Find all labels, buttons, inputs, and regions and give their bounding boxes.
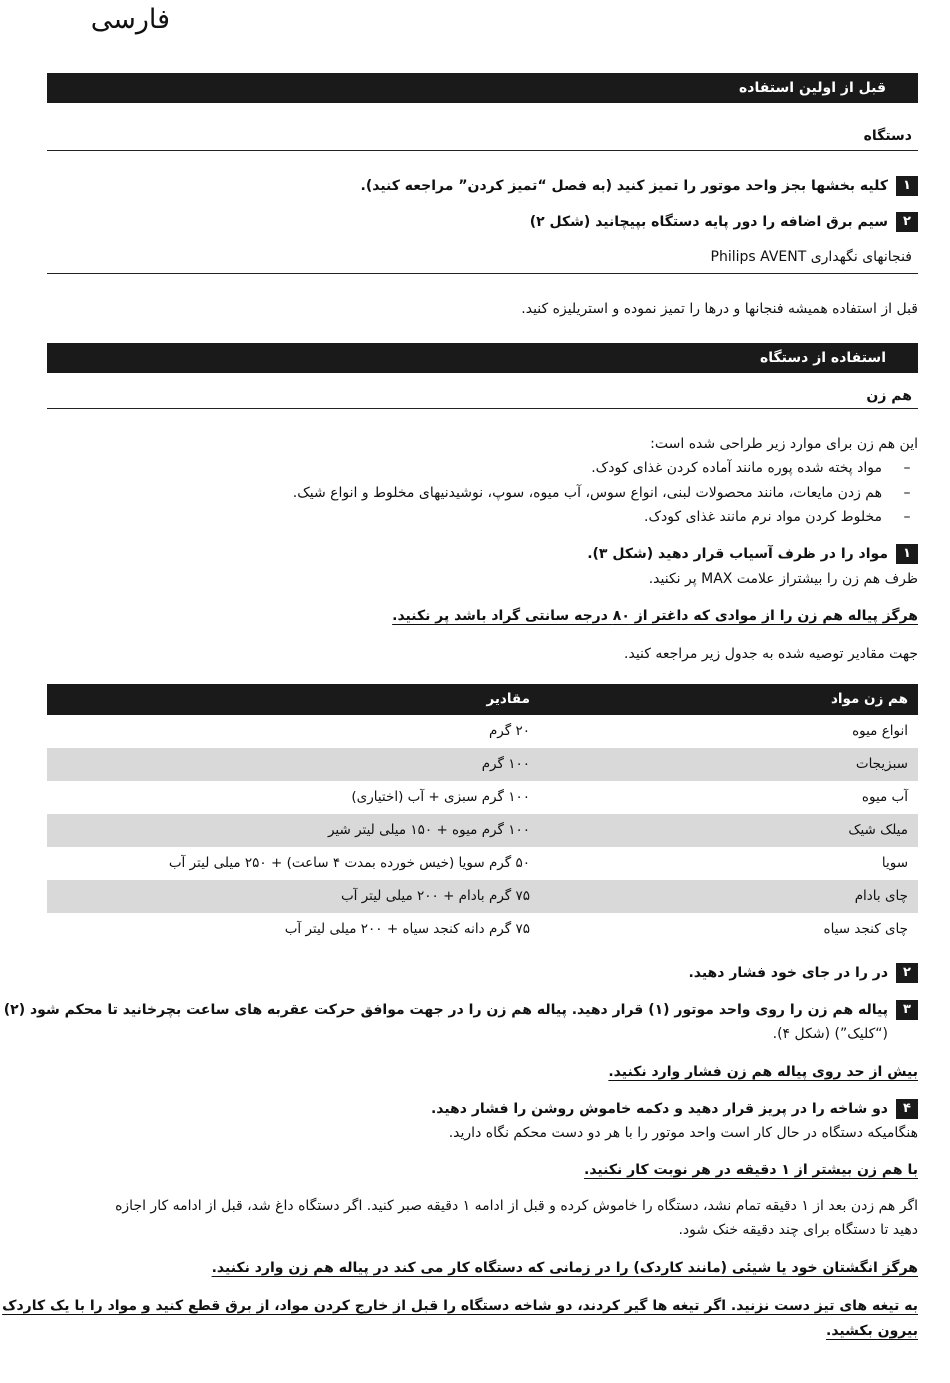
table-row — [47, 715, 918, 748]
step-text: کلیه بخشها بجز واحد موتور را تمیز کنید (به فصل “تمیز کردن” مراجعه کنید). — [360, 178, 888, 194]
step-text: مواد را در ظرف آسیاب قرار دهید (شکل ۳). — [587, 546, 888, 562]
cell-ingredient: چای کنجد سیاه — [823, 921, 908, 937]
cell-quantity: ۱۰۰ گرم — [481, 756, 530, 772]
divider — [47, 273, 918, 274]
cell-quantity: ۱۰۰ گرم میوه + ۱۵۰ میلی لیتر شیر — [327, 822, 530, 838]
table-header-row — [47, 684, 918, 715]
step-1-note: ظرف هم زن را بیشتراز علامت MAX پر نکنید. — [648, 571, 918, 587]
header-ingredients: هم زن مواد — [830, 691, 908, 707]
step-1-clean — [361, 176, 918, 196]
warning-sharp-blades-line2: بیرون بکشید. — [826, 1323, 918, 1339]
step-number: ۱ — [896, 176, 918, 196]
warning-sharp-blades-line1: به تیغه های تیز دست نزنید. اگر تیغه ها گیر کردند، دو شاخه دستگاه را قبل از خارج کردن مواد، از برق قطع کنید و مواد را با یک کاردک — [2, 1298, 918, 1314]
bullet-text: هم زدن مایعات، مانند محصولات لبنی، انواع سوس، آب میوه، سوپ، نوشیدنیهای مخلوط و انواع شیک. — [292, 485, 882, 501]
step-2-lid — [688, 963, 918, 983]
step-text: دو شاخه را در پریز قرار دهید و دکمه خاموش روشن را فشار دهید. — [430, 1101, 888, 1117]
step-number: ۱ — [896, 544, 918, 564]
cooling-note-line2: دهید تا دستگاه برای چند دقیقه خنک شود. — [678, 1222, 918, 1238]
step-4-note: هنگامیکه دستگاه در حال کار است واحد موتور را با هر دو دست محکم نگاه دارید. — [448, 1125, 918, 1141]
step-text: پیاله هم زن را روی واحد موتور (۱) قرار دهید. پیاله هم زن را در جهت موافق حرکت عقربه های ساعت بچرخانید تا محکم شود (۲) — [3, 1002, 888, 1018]
warning-no-fingers: هرگز انگشتان خود یا شیئی (مانند کاردک) را در زمانی که دستگاه کار می کند در پیاله هم زن وارد نکنید. — [211, 1260, 918, 1276]
warning-no-force: بیش از حد روی پیاله هم زن فشار وارد نکنید. — [608, 1064, 918, 1080]
section-bar-using-appliance: استفاده از دستگاه — [47, 343, 918, 373]
cell-ingredient: میلک شیک — [848, 822, 908, 838]
cell-quantity: ۷۵ گرم بادام + ۲۰۰ میلی لیتر آب — [340, 888, 530, 904]
warning-time-limit: با هم زن بیشتر از ۱ دقیقه در هر نوبت کار نکنید. — [584, 1162, 918, 1178]
step-text: سیم برق اضافه را دور پایه دستگاه بپیچانید (شکل ۲) — [529, 214, 888, 230]
subhead-device: دستگاه — [863, 128, 912, 144]
step-3-continuation: (“کلیک”) (شکل ۴). — [772, 1026, 888, 1042]
subhead-storage-cups: فنجانهای نگهداری Philips AVENT — [710, 249, 912, 265]
header-quantities: مقادیر — [486, 691, 530, 707]
cell-ingredient: چای بادام — [854, 888, 908, 904]
cell-ingredient: انواع میوه — [852, 723, 908, 739]
step-number: ۲ — [896, 212, 918, 232]
quantities-table — [47, 684, 918, 946]
cups-instruction: قبل از استفاده همیشه فنجانها و درها را تمیز نموده و استریلیزه کنید. — [521, 301, 918, 317]
list-item — [591, 460, 918, 476]
cell-quantity: ۱۰۰ گرم سبزی + آب (اختیاری) — [351, 789, 530, 805]
step-number: ۳ — [896, 1000, 918, 1020]
step-number: ۲ — [896, 963, 918, 983]
table-row — [47, 880, 918, 913]
language-title: فارسی — [90, 4, 170, 35]
step-1-ingredients — [587, 544, 918, 564]
table-row — [47, 913, 918, 946]
step-2-cord — [530, 212, 918, 232]
step-4-power-on — [431, 1099, 918, 1119]
blender-intro: این هم زن برای موارد زیر طراحی شده است: — [650, 436, 918, 452]
cell-quantity: ۷۵ گرم دانه کنجد سیاه + ۲۰۰ میلی لیتر آب — [284, 921, 530, 937]
warning-hot-ingredients: هرگز پیاله هم زن را از موادی که داغتر از ۸۰ درجه سانتی گراد باشد پر نکنید. — [392, 608, 918, 624]
cooling-note-line1: اگر هم زدن بعد از ۱ دقیقه تمام نشد، دستگاه را خاموش کرده و قبل از ادامه ۱ دقیقه صبر کنید. اگر دستگاه داغ شد، قبل از ادامه کار اجازه — [115, 1198, 918, 1214]
cell-ingredient: سبزیجات — [855, 756, 908, 772]
table-row — [47, 748, 918, 781]
subhead-blender: هم زن — [866, 388, 912, 404]
cell-quantity: ۵۰ گرم سویا (خیس خورده بمدت ۴ ساعت) + ۲۵۰ میلی لیتر آب — [168, 855, 530, 871]
table-row — [47, 781, 918, 814]
cell-quantity: ۲۰ گرم — [488, 723, 530, 739]
cell-ingredient: آب میوه — [861, 789, 908, 805]
divider — [47, 150, 918, 151]
bullet-text: مخلوط کردن مواد نرم مانند غذای کودک. — [644, 509, 882, 525]
bullet-dash: – — [903, 509, 911, 525]
bullet-dash: – — [903, 485, 911, 501]
cell-ingredient: سویا — [881, 855, 908, 871]
list-item — [644, 509, 918, 525]
list-item — [293, 485, 918, 501]
table-intro: جهت مقادیر توصیه شده به جدول زیر مراجعه کنید. — [624, 646, 918, 662]
bullet-dash: – — [903, 460, 911, 476]
step-number: ۴ — [896, 1099, 918, 1119]
step-text: در را در جای خود فشار دهید. — [688, 965, 888, 981]
table-row — [47, 814, 918, 847]
table-row — [47, 847, 918, 880]
step-3-attach-jar — [4, 1000, 918, 1020]
bullet-text: مواد پخته شده پوره مانند آماده کردن غذای کودک. — [591, 460, 882, 476]
section-bar-before-first-use: قبل از اولین استفاده — [47, 73, 918, 103]
divider — [47, 408, 918, 409]
